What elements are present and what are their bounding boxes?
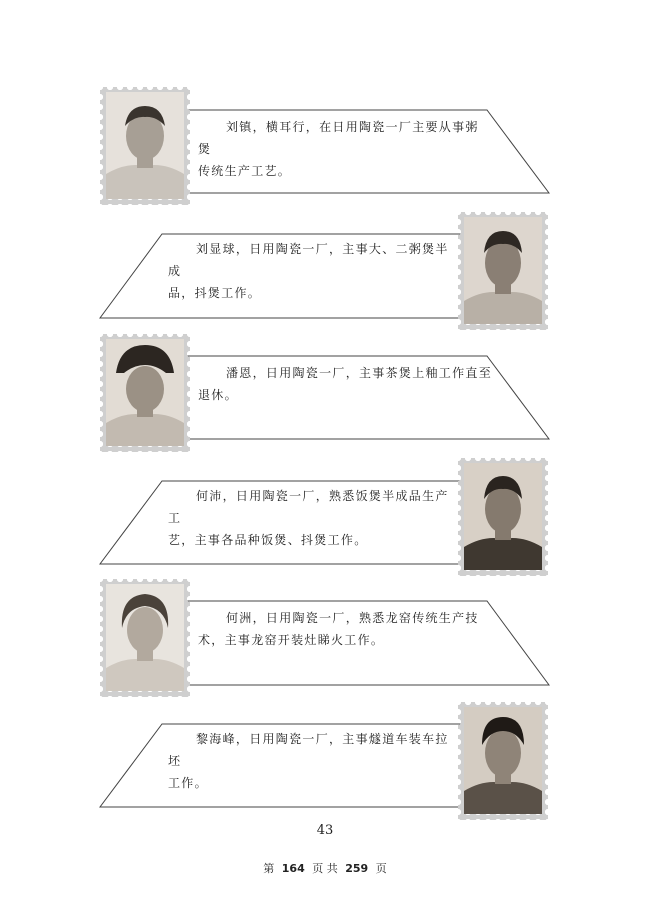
entry-line-1: 何洲，日用陶瓷一厂，熟悉龙窑传统生产技	[226, 611, 479, 625]
portrait-photo	[464, 707, 542, 814]
entry-line-2: 术，主事龙窑开装灶睇火工作。	[198, 633, 385, 647]
entry-line-2: 工作。	[168, 776, 208, 790]
entry-line-2: 退休。	[198, 388, 238, 402]
entry-line-2: 艺，主事各品种饭煲、抖煲工作。	[168, 533, 368, 547]
footer-current-page: 164	[281, 862, 305, 875]
entry-text	[168, 728, 458, 794]
footer-prefix: 第	[263, 862, 275, 875]
entry-line-1: 潘恩，日用陶瓷一厂，主事茶煲上釉工作直至	[226, 366, 493, 380]
entry-line-1: 黎海峰，日用陶瓷一厂，主事燧道车装车拉坯	[168, 732, 449, 768]
footer-middle: 页 共	[312, 862, 338, 875]
page-footer	[0, 860, 650, 876]
footer-total-pages: 259	[345, 862, 369, 875]
footer-suffix: 页	[375, 862, 387, 875]
entry-line-2: 品，抖煲工作。	[168, 286, 262, 300]
entry-line-1: 何沛，日用陶瓷一厂，熟悉饭煲半成品生产工	[168, 489, 449, 525]
entry-line-2: 传统生产工艺。	[198, 164, 292, 178]
entry-line-1: 刘显球，日用陶瓷一厂，主事大、二粥煲半成	[168, 242, 449, 278]
page-number: 43	[316, 823, 334, 838]
entry-line-1: 刘镇，横耳行，在日用陶瓷一厂主要从事粥煲	[198, 120, 479, 156]
